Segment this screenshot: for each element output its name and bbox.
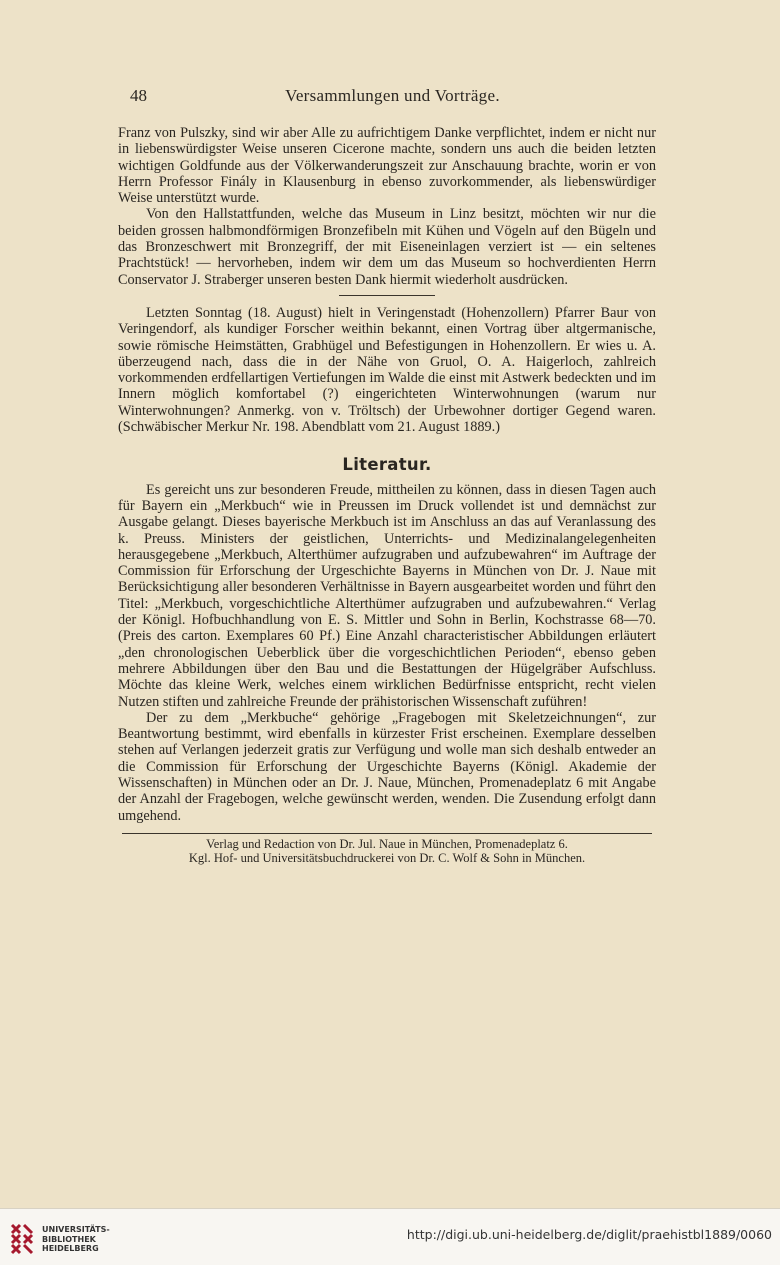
viewer-footer-bar (0, 1208, 780, 1265)
paragraph: Von den Hallstattfunden, welche das Museum in Linz besitzt, möchten wir nur die beiden grossen halbmondförmigen Bronzefibeln mit Kühen und Vögeln auf den Bügeln und das Bronzeschwert mit Bronzegriff, der mit Eiseneinlagen verziert ist — ein seltenes Prachtstück! — hervorheben, indem wir dem um das Museum so hochverdienten Herrn Conservator J. Straberger unseren besten Dank hiermit wiederholt ausdrücken. (118, 206, 656, 288)
section-heading: Literatur. (342, 455, 432, 475)
imprint-line: Kgl. Hof- und Universitätsbuchdruckerei von Dr. C. Wolf & Sohn in München. (188, 851, 586, 866)
logo-text: UNIVERSITÄTS- BIBLIOTHEK HEIDELBERG (42, 1225, 110, 1253)
page-number: 48 (130, 86, 147, 105)
footer-divider (122, 833, 652, 834)
library-logo[interactable] (8, 1221, 108, 1255)
paragraph: Franz von Pulszky, sind wir aber Alle zu aufrichtigem Danke verpflichtet, indem er nicht nur in liebenswürdigster Weise unseren Cicerone machte, sondern uns auch die beiden letzten wichtigen Goldfunde aus der Völkerwanderungszeit zur Anschauung brachte, worin er von Herrn Professor Finály in Klausenburg in ebenso zuvorkommender, als liebenswürdiger Weise unterstützt wurde. (118, 125, 656, 207)
page-header (130, 86, 655, 110)
section-divider (339, 295, 435, 296)
paragraph: Der zu dem „Merkbuche“ gehörige „Fragebogen mit Skeletzeichnungen“, zur Beantwortung bestimmt, wird ebenfalls in kürzester Frist erscheinen. Exemplare desselben stehen auf Verlangen jederzeit gratis zur Verfügung und wolle man sich deshalb entweder an die Commission für Erforschung der Urgeschichte Bayerns (Königl. Akademie der Wissenschaften) in München oder an Dr. J. Naue, München, Promenadeplatz 6 mit Angabe der Anzahl der Fragebogen, welche gewünscht werden, wenden. Die Zusendung erfolgt dann umgehend. (118, 709, 656, 824)
paragraph: Letzten Sonntag (18. August) hielt in Veringenstadt (Hohenzollern) Pfarrer Baur von Veringendorf, als kundiger Forscher weithin bekannt, einen Vortrag über altgermanische, sowie römische Heimstätten, Grabhügel und Befestigungen in Hohenzollern. Er wies u. A. überzeugend nach, dass die in der Nähe von Gruol, O. A. Haigerloch, zahlreich vorkommenden erdfellartigen Vertiefungen im Walde die einst mit Astwerk bedeckten und im Innern möglich komfortabel (?) eingerichteten Winterwohnungen (warum nur Winterwohnungen? Anmerkg. von v. Tröltsch) der Urbewohner dortiger Gegend waren. (Schwäbischer Merkur Nr. 198. Abendblatt vom 21. August 1889.) (118, 304, 656, 436)
library-crest-icon (8, 1221, 38, 1255)
running-title: Versammlungen und Vorträge. (285, 86, 500, 105)
page-body (118, 125, 656, 866)
paragraph: Es gereicht uns zur besonderen Freude, mittheilen zu können, dass in diesen Tagen auch für Bayern ein „Merkbuch“ wie in Preussen im Druck vollendet ist und demnächst zur Ausgabe gelangt. Dieses bayerische Merkbuch ist im Anschluss an das auf Veranlassung des k. Preuss. Ministers der geistlichen, Unterrichts- und Medizinalangelegenheiten herausgegebene „Merkbuch, Alterthümer aufzugraben und aufzubewahren“ im Auftrage der Commission für Erforschung der Urgeschichte Bayerns in München von Dr. J. Naue mit Berücksichtigung aller besonderen Verhältnisse in Bayern ausgearbeitet worden und führt den Titel: „Merkbuch, vorgeschichtliche Alterthümer aufzugraben und aufzubewahren.“ Verlag der Königl. Hofbuchhandlung von E. S. Mittler und Sohn in Berlin, Kochstrasse 68—70. (Preis des carton. Exemplares 60 Pf.) Eine Anzahl characteristischer Abbildungen erläutert „den chronologischen Ueberblick über die vorgeschichtlichen Perioden“, ebenso geben mehrere Abbildungen über den Bau und die Bestattungen der Hügelgräber Aufschluss. Möchte das kleine Werk, welches einem wirklichen Bedürfnisse entspricht, recht vielen Nutzen stiften und zahlreiche Freunde der prähistorischen Wissenschaft zuführen! (118, 481, 656, 710)
permalink-url[interactable]: http://digi.ub.uni-heidelberg.de/diglit/praehistbl1889/0060 (406, 1227, 772, 1242)
imprint-line: Verlag und Redaction von Dr. Jul. Naue in München, Promenadeplatz 6. (206, 836, 568, 851)
